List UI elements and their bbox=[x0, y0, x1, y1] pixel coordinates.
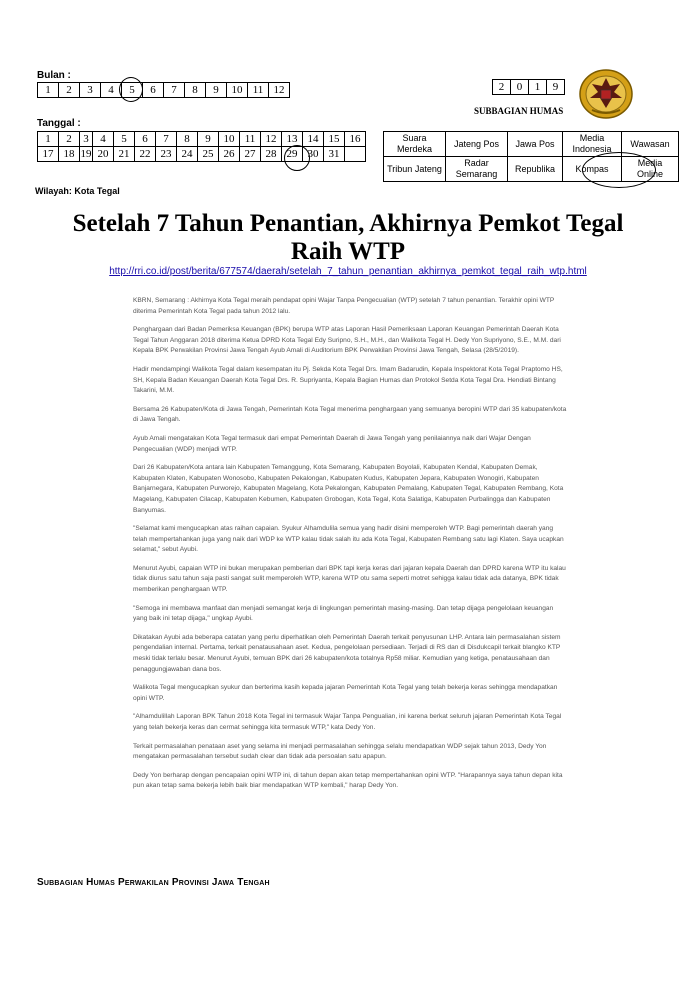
article-paragraph: "Selamat kami mengucapkan atas raihan capaian. Syukur Alhamdulila semua yang hadir disini memperoleh WTP. Bagi pemerintah daerah yang telah mempertahankan juga yang naik dari WDP ke WTP kalau tidak salah itu ada Kota Tegal, Kabupaten Rembang satu lagi Klaten. Saya ucapkan selamat," sebut Ayubi. bbox=[133, 525, 564, 554]
date-cell[interactable]: 20 bbox=[93, 147, 114, 162]
date-cell[interactable]: 9 bbox=[198, 132, 219, 147]
date-grid bbox=[37, 131, 366, 162]
date-cell[interactable]: 29 bbox=[282, 147, 303, 162]
date-cell[interactable]: 26 bbox=[219, 147, 240, 162]
article-paragraph: Dedy Yon berharap dengan pencapaian opini WTP ini, di tahun depan akan tetap mempertahankan opini WTP. "Harapannya saya tahun depan kita pun akan tetap sama bekerja lebih baik biar mendapatkan WTP kembali," harap Dedy Yon. bbox=[133, 771, 563, 790]
selected-media-circle bbox=[582, 152, 656, 188]
date-cell[interactable]: 31 bbox=[324, 147, 345, 162]
article-title: Setelah 7 Tahun Penantian, Akhirnya Pemkot Tegal Raih WTP bbox=[72, 210, 624, 265]
article-paragraph: Dikatakan Ayubi ada beberapa catatan yang perlu diperhatikan oleh Pemerintah Daerah terkait penyusunan LHP. Antara lain permasalahan sistem pengendalian internal. Pertama, terkait penatausahaan aset. Kedua, pengelolaan persediaan. Terjadi di RS dan di Disdukcapil terkait blangko KTP meski tidak terlalu besar. Menurut Ayubi, temuan BPK dari 26 kabupaten/kota totalnya Rp58 miliar. Kemudian yang ketiga, penatausahaan dan penaggungjawaban dana bos. bbox=[133, 633, 561, 673]
date-cell[interactable]: 2 bbox=[59, 132, 80, 147]
media-cell[interactable]: Tribun Jateng bbox=[384, 157, 446, 182]
article-paragraph: Dari 26 Kabupaten/Kota antara lain Kabupaten Temanggung, Kota Semarang, Kabupaten Boyolali, Kabupaten Kendal, Kabupaten Demak, Kabupaten Klaten, Kabupaten Wonosobo, Kabupaten Pekalongan, Kabupaten Kudus, Kabupaten Jepara, Kabupaten Wonogiri, Kabupaten Banjarnegara, Kabupaten Purworejo, Kabupaten Magelang, Kota Pekalongan, Kabupaten Pemalang, Kabupaten Tegal, Kabupaten Rembang, Kota Magelang, Kabupaten Cilacap, Kabupaten Kebumen, Kabupaten Grobogan, Kota Tegal, Kota Salatiga, Kabupaten Purbalingga dan Kabupaten Banyumas. bbox=[133, 464, 564, 514]
month-cell[interactable]: 8 bbox=[185, 83, 206, 98]
date-cell[interactable]: 3 bbox=[80, 132, 93, 147]
month-cell[interactable]: 10 bbox=[227, 83, 248, 98]
date-cell[interactable]: 16 bbox=[345, 132, 366, 147]
media-cell[interactable]: Republika bbox=[508, 157, 563, 182]
article-paragraph: Ayub Amali mengatakan Kota Tegal termasuk dari empat Pemerintah Daerah di Jawa Tengah yang penilaiannya naik dari Wajar Dengan Pengecualian (WDP) menjadi WTP. bbox=[133, 434, 531, 453]
media-cell[interactable]: Wawasan bbox=[622, 132, 679, 157]
media-cell[interactable]: Media Indonesia bbox=[563, 132, 622, 157]
date-cell[interactable]: 17 bbox=[38, 147, 59, 162]
date-cell[interactable]: 24 bbox=[177, 147, 198, 162]
media-cell[interactable]: Jateng Pos bbox=[446, 132, 508, 157]
article-paragraph: "Alhamdulillah Laporan BPK Tahun 2018 Kota Tegal ini termasuk Wajar Tanpa Pengualian, ini karena berkat seluruh jajaran Pemerintah Kota Tegal yang telah bekerja keras dan cermat sehingga kita termasuk WTP," kata Dedy Yon. bbox=[133, 713, 562, 731]
month-grid bbox=[37, 82, 290, 98]
date-cell[interactable]: 10 bbox=[219, 132, 240, 147]
media-cell[interactable]: Jawa Pos bbox=[508, 132, 563, 157]
selected-date-circle bbox=[284, 145, 310, 171]
month-cell[interactable]: 1 bbox=[38, 83, 59, 98]
date-cell[interactable]: 15 bbox=[324, 132, 345, 147]
month-cell[interactable]: 6 bbox=[143, 83, 164, 98]
date-cell[interactable]: 22 bbox=[135, 147, 156, 162]
date-cell[interactable]: 19 bbox=[80, 148, 92, 160]
date-cell[interactable]: 18 bbox=[59, 147, 80, 162]
date-cell[interactable]: 27 bbox=[240, 147, 261, 162]
month-cell[interactable]: 3 bbox=[80, 83, 101, 98]
date-cell[interactable]: 21 bbox=[114, 147, 135, 162]
media-cell[interactable]: Radar Semarang bbox=[446, 157, 508, 182]
date-cell[interactable]: 28 bbox=[261, 147, 282, 162]
month-cell[interactable]: 2 bbox=[59, 83, 80, 98]
date-cell[interactable]: 4 bbox=[93, 132, 114, 147]
media-cell[interactable]: Media Online bbox=[622, 157, 679, 182]
month-cell[interactable]: 9 bbox=[206, 83, 227, 98]
selected-month-circle bbox=[119, 77, 143, 102]
article-paragraph: KBRN, Semarang : Akhirnya Kota Tegal meraih pendapat opini Wajar Tanpa Pengecualian (WTP) setelah 7 tahun penantian. Terakhir opini WTP diterima Pemerintah Kota Tegal pada tahun 2012 lalu. bbox=[133, 297, 555, 315]
year-digit: 1 bbox=[529, 80, 547, 95]
article-body bbox=[133, 296, 569, 800]
source-url[interactable]: http://rri.co.id/post/berita/677574/daerah/setelah_7_tahun_penantian_akhirnya_pemkot_tegal_raih_wtp.html bbox=[109, 266, 587, 277]
article-paragraph: Penghargaan dari Badan Pemeriksa Keuangan (BPK) berupa WTP atas Laporan Hasil Pemeriksaan Laporan Keuangan Pemerintah Daerah Kota Tegal Tahun Anggaran 2018 diterima Ketua DPRD Kota Tegal Edy Suripno, S.H., M.H., dan Walikota Tegal H. Dedy Yon Supriyono, S.E., M.M. dari Kepala BPK Perwakilan Provinsi Jawa Tengah Ayub Amali di Auditorium BPK Perwakilan Provinsi Jawa Tengah, Selasa (28/5/2019). bbox=[133, 326, 561, 355]
year-box bbox=[492, 79, 565, 95]
date-cell[interactable]: 11 bbox=[240, 132, 261, 147]
media-cell[interactable]: Kompas bbox=[563, 157, 622, 182]
date-cell[interactable]: 1 bbox=[38, 132, 59, 147]
article-paragraph: Bersama 26 Kabupaten/Kota di Jawa Tengah, Pemerintah Kota Tegal menerima penghargaan yang semuanya beropini WTP dari 35 kabupaten/kota di Jawa Tengah. bbox=[133, 405, 567, 424]
org-label: SUBBAGIAN HUMAS bbox=[474, 106, 564, 116]
date-cell[interactable]: 6 bbox=[135, 132, 156, 147]
date-cell[interactable] bbox=[345, 147, 366, 162]
year-digit: 2 bbox=[493, 80, 511, 95]
article-paragraph: Menurut Ayubi, capaian WTP ini bukan merupakan pemberian dari BPK tapi kerja keras dari jajaran kepala Daerah dan DPRD karena WTP itu kalau tidak diurus satu tahun saja pasti sangat sulit memperoleh WTP, karena WTP otu sama seperti motret sehigga kalau tidak ada datanya, BPK tidak memberikan penghargaan WTP. bbox=[133, 564, 566, 594]
date-cell[interactable]: 30 bbox=[303, 147, 324, 162]
date-cell[interactable]: 12 bbox=[261, 132, 282, 147]
article-paragraph: Walikota Tegal mengucapkan syukur dan berterima kasih kepada jajaran Pemerintah Kota Tegal yang telah bekerja keras sehingga mendapatkan opini WTP. bbox=[133, 684, 558, 702]
month-cell[interactable]: 12 bbox=[269, 83, 290, 98]
date-cell[interactable]: 5 bbox=[114, 132, 135, 147]
date-cell[interactable]: 8 bbox=[177, 132, 198, 147]
footer-org: Subbagian Humas Perwakilan Provinsi Jawa Tengah bbox=[37, 877, 270, 888]
date-cell[interactable]: 25 bbox=[198, 147, 219, 162]
month-cell[interactable]: 7 bbox=[164, 83, 185, 98]
year-digit: 0 bbox=[511, 80, 529, 95]
date-cell[interactable]: 14 bbox=[303, 132, 324, 147]
tanggal-label: Tanggal : bbox=[37, 118, 81, 129]
date-cell[interactable]: 23 bbox=[156, 147, 177, 162]
month-cell[interactable]: 5 bbox=[122, 83, 143, 98]
month-cell[interactable]: 4 bbox=[101, 83, 122, 98]
garuda-emblem-icon bbox=[578, 68, 634, 120]
media-cell[interactable]: Suara Merdeka bbox=[384, 132, 446, 157]
date-cell[interactable]: 7 bbox=[156, 132, 177, 147]
wilayah-label: Wilayah: Kota Tegal bbox=[35, 186, 120, 196]
article-paragraph: Hadir mendampingi Walikota Tegal dalam kesempatan itu Pj. Sekda Kota Tegal Drs. Imam Badarudin, Kepala Inspektorat Kota Tegal Praptomo HS, SH, Kepala Badan Keuangan Daerah Kota Tegal Drs. R. Supriyanta, Kepala Bagian Humas dan Protokol Setda Kota Tegal Dra. Hendiati Bintang Takarini, M.M. bbox=[133, 365, 563, 395]
article-paragraph: Terkait permasalahan penataan aset yang selama ini menjadi permasalahan sehingga selalu mendapatkan WDP sejak tahun 2013, Dedy Yon mengatakan permasalahan tersebut sudah clear dan tidak ada persoalan satu apapun. bbox=[133, 742, 547, 761]
year-digit: 9 bbox=[547, 80, 565, 95]
month-cell[interactable]: 11 bbox=[248, 83, 269, 98]
date-cell[interactable]: 13 bbox=[282, 132, 303, 147]
bulan-label: Bulan : bbox=[37, 70, 71, 81]
article-paragraph: "Semoga ini membawa manfaat dan menjadi semangat kerja di lingkungan pemerintah masing-masing. Dan tetap dijaga pengelolaan keuangan yang baik ini tetap dijaga," ungkap Ayubi. bbox=[133, 604, 554, 623]
